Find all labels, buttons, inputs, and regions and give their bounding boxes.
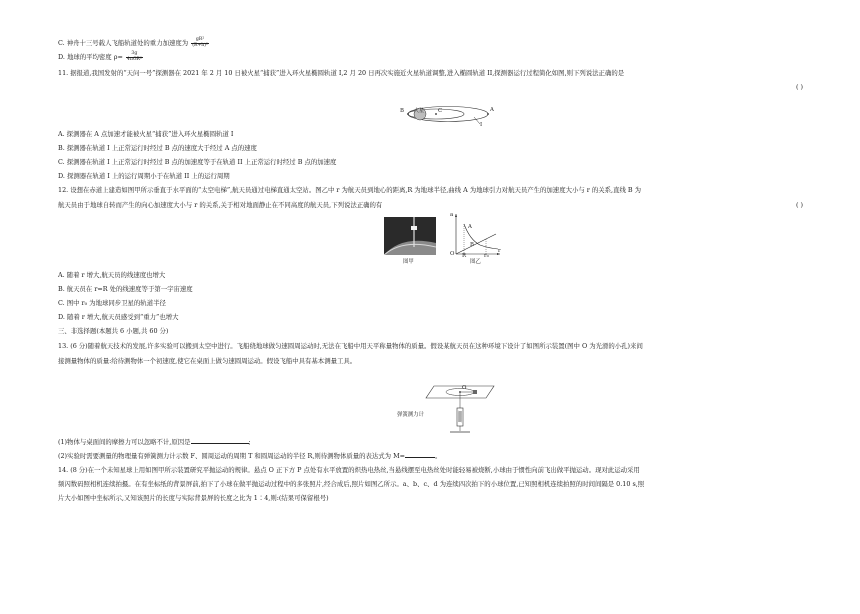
q10-option-d-text: D. 地球的平均密度 ρ= xyxy=(58,53,123,62)
spring-coil xyxy=(458,411,462,422)
q13-stem-line2: 接测量物体的质量:给待测物体一个初速度,使它在桌面上做匀速圆周运动。假设飞船中具有基本测量工具。 xyxy=(58,357,357,365)
q13-sub1-end: ; xyxy=(248,438,251,446)
q12-option-b: B. 航天员在 r=R 处的线速度等于第一宇宙速度 xyxy=(58,285,193,293)
q10-option-c xyxy=(58,38,210,48)
fig-label-b: B xyxy=(400,108,404,114)
line-label-b: B xyxy=(470,242,474,248)
fig-label-mars: 火星 xyxy=(414,108,425,114)
section-3-title: 三、非选择题(本题共 6 小题,共 60 分) xyxy=(58,327,169,335)
q12-stem-line2: 航天员由于地球自转而产生的向心加速度大小与 r 的关系,关于相对地面静止在不同高度的航天员,下列说法正确的有 xyxy=(58,201,383,209)
q13-sub1 xyxy=(58,438,251,446)
q12-fig-yi-graph xyxy=(448,212,502,258)
q13-stem-line1: 13. (6 分)随着航天技术的发展,许多实验可以搬到太空中进行。飞船绕地球做匀速圆周运动时,无法在飞船中用天平称量物体的质量。假设某航天员在这种环境下设计了如图所示装置(图中 O 为光滑的小孔)来间 xyxy=(58,342,643,350)
point-c-dot xyxy=(435,113,437,115)
elevator-car xyxy=(411,226,417,230)
q13-apparatus-figure xyxy=(397,372,504,434)
q10-option-c-fraction xyxy=(191,38,209,48)
q11-option-c: C. 探测器在轨道 I 上正常运行时经过 B 点的加速度等于在轨道 II 上正常运行时经过 B 点的加速度 xyxy=(58,158,337,166)
axis-label-a: a xyxy=(450,212,454,218)
tick-label-r0: r₀ xyxy=(484,253,489,259)
q11-answer-paren: ( ) xyxy=(796,83,804,91)
line-b xyxy=(456,234,496,254)
q10-option-d-denominator: 4πGR² xyxy=(126,56,142,62)
q13-sub1-text: (1)物体与桌面间的摩擦力可以忽略不计,原因是 xyxy=(58,438,191,446)
spring-scale-body xyxy=(457,408,463,426)
q14-line1: 14. (8 分)在一个未知星球上用如图甲所示装置研究平抛运动的规律。悬点 O 正下方 P 点处有水平放置的炽热电热丝,当悬线摆至电热丝处时能轻易被烧断,小球由于惯性向前飞出做平抛运动。现对此运动采用 xyxy=(58,466,640,474)
q12-stem-line1: 12. 设想在赤道上建造如图甲所示垂直于水平面的“太空电梯”,航天员通过电梯直通太空站。图乙中 r 为航天员到地心的距离,R 为地球半径,曲线 A 为地球引力对航天员产生的加速度大小与 r 的关系,直线 B 为 xyxy=(58,186,642,194)
q11-orbit-figure xyxy=(396,102,500,132)
test-object xyxy=(473,390,477,394)
q13-sub2-blank[interactable] xyxy=(405,457,435,458)
q11-option-b: B. 探测器在轨道 I 上正常运行时经过 B 点的速度大于经过 A 点的速度 xyxy=(58,144,257,152)
q10-option-c-numerator: gR² xyxy=(191,38,209,44)
q14-line3: 片大小如图中坐标所示,又知该照片的长度与实际背景屏的长度之比为 1∶4,则:(结果可保留根号) xyxy=(58,494,329,502)
q12-option-d: D. 随着 r 增大,航天员感受到“重力”也增大 xyxy=(58,313,179,321)
q12-fig-yi-caption: 图乙 xyxy=(470,259,481,265)
q13-sub2-text: (2)实验时需要测量的物理量有弹簧测力计示数 F、圆周运动的周期 T 和圆周运动的半径 R,则待测物体质量的表达式为 M= xyxy=(58,452,406,460)
fig-label-o: O xyxy=(462,385,467,391)
q12-fig-jia-caption: 图甲 xyxy=(403,259,414,265)
spring-scale-caption: 弹簧测力计 xyxy=(397,412,424,418)
tick-label-r: R xyxy=(462,253,467,259)
q13-sub1-blank[interactable] xyxy=(191,443,249,444)
fig-label-orbit-i: I xyxy=(480,122,483,128)
q12-fig-jia-photo xyxy=(384,217,436,255)
q14-line2: 频闪数码照相机连续拍摄。在有坐标纸的背景屏前,拍下了小球在做平抛运动过程中的多张照片,经合成后,照片如图乙所示。a、b、c、d 为连续四次拍下的小球位置,已知照相机连续拍照的时间间隔是 0.10 s,照 xyxy=(58,480,645,488)
q13-sub2 xyxy=(58,452,441,460)
fig-label-c: C xyxy=(438,108,443,114)
axis-label-r: r xyxy=(498,248,501,254)
q13-sub2-end: 。 xyxy=(435,452,442,460)
point-a-dot xyxy=(487,113,489,115)
q12-option-a: A. 随着 r 增大,航天员的线速度也增大 xyxy=(58,271,166,279)
q12-answer-paren: ( ) xyxy=(796,201,804,209)
q11-option-a: A. 探测器在 A 点加速才能被火星“捕获”进入环火星椭圆轨道 I xyxy=(58,130,234,138)
q11-option-d: D. 探测器在轨道 I 上的运行周期小于在轨道 II 上的运行周期 xyxy=(58,172,230,180)
point-b-dot xyxy=(407,113,409,115)
origin-label: O xyxy=(450,251,455,257)
a-axis-arrow xyxy=(455,214,457,217)
q10-option-d-numerator: 3g xyxy=(126,52,143,58)
q10-option-d-fraction xyxy=(126,52,143,62)
fig-label-a: A xyxy=(490,107,494,113)
q10-option-d xyxy=(58,52,144,62)
q10-option-c-denominator: (R+h)² xyxy=(192,42,208,48)
q11-stem: 11. 据报道,我国发射的“天问一号”探测器在 2021 年 2 月 10 日被火星“捕获”进入环火星椭圆轨道 I,2 月 20 日再次实施近火星轨道调整,进入椭圆轨道 II,探测器运行过程简化如图,则下列说法正确的是 xyxy=(58,69,625,77)
curve-label-a: A xyxy=(468,224,472,230)
q10-option-c-text: C. 神舟十三号载人飞船轨道处的重力加速度为 xyxy=(58,39,189,48)
q12-option-c: C. 图中 r₀ 为地球同步卫星的轨道半径 xyxy=(58,299,166,307)
